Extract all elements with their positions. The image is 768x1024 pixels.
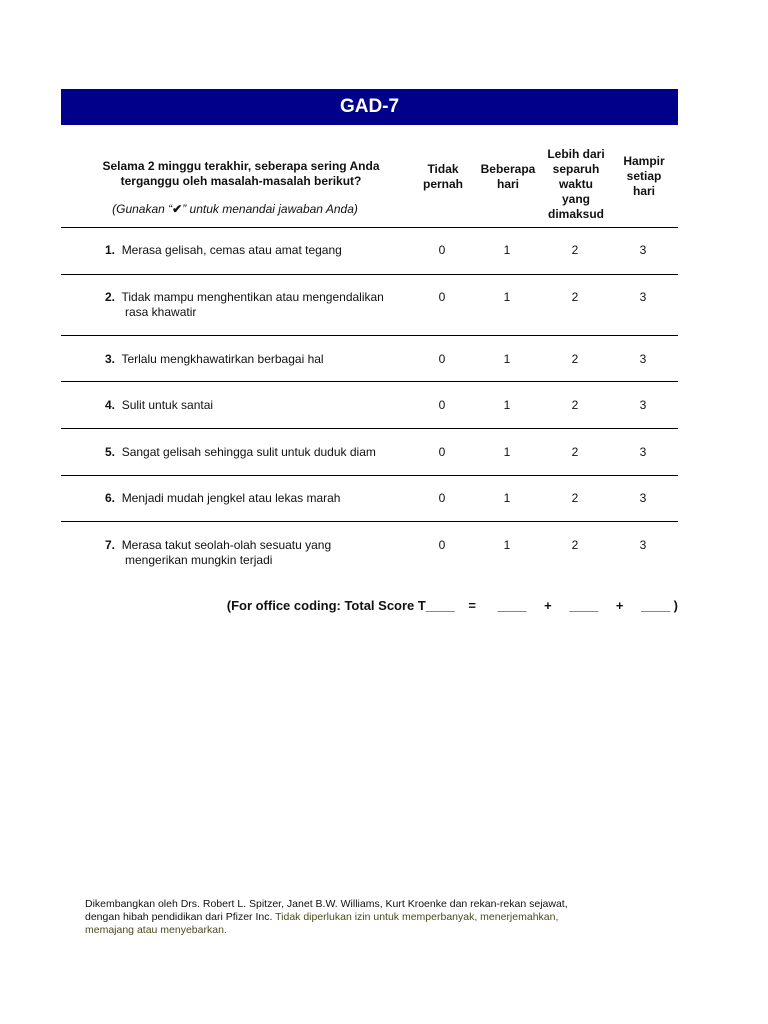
divider (61, 428, 678, 429)
footer-credit (85, 898, 575, 937)
column-header-line: Beberapa (480, 162, 536, 176)
header-instruction (85, 202, 385, 216)
question-item-6 (105, 491, 410, 506)
question-item-2 (105, 290, 410, 320)
question-number: 1. (105, 243, 116, 257)
score-option[interactable]: 3 (639, 243, 647, 257)
divider (61, 521, 678, 522)
instruction-suffix: ” untuk menandai jawaban Anda) (182, 202, 358, 216)
score-option[interactable]: 1 (503, 445, 511, 459)
score-option[interactable]: 3 (639, 352, 647, 366)
column-header-lebih-dari-separuh (540, 147, 612, 222)
column-header-line: hari (632, 184, 655, 198)
coding-equals: = (468, 598, 476, 613)
instruction-prefix: (Gunakan “ (112, 202, 173, 216)
score-option[interactable]: 1 (503, 290, 511, 304)
title-bar (61, 89, 678, 125)
score-option[interactable]: 0 (438, 538, 446, 552)
score-option[interactable]: 2 (571, 398, 579, 412)
divider (61, 475, 678, 476)
score-option[interactable]: 1 (503, 491, 511, 505)
column-header-line: hari (496, 177, 519, 191)
question-number: 6. (105, 491, 116, 505)
office-coding-line (200, 598, 678, 613)
score-option[interactable]: 0 (438, 243, 446, 257)
coding-blank[interactable]: ____ (569, 598, 599, 613)
question-number: 7. (105, 538, 116, 552)
column-header-line: separuh (552, 162, 600, 176)
question-text: Terlalu mengkhawatirkan berbagai hal (121, 352, 324, 366)
divider (61, 381, 678, 382)
check-mark-icon: ✔ (172, 202, 183, 216)
score-option[interactable]: 0 (438, 290, 446, 304)
score-option[interactable]: 2 (571, 538, 579, 552)
question-number: 3. (105, 352, 116, 366)
column-header-line: waktu (558, 177, 593, 191)
divider (61, 274, 678, 275)
question-item-4 (105, 398, 410, 413)
coding-blank[interactable]: ____ ) (641, 598, 678, 613)
score-option[interactable]: 1 (503, 538, 511, 552)
column-header-line: Hampir (623, 154, 665, 168)
column-header-line: dimaksud (547, 207, 604, 221)
question-item-1 (105, 243, 410, 258)
question-text-continued: mengerikan mungkin terjadi (125, 553, 273, 567)
question-text: Merasa gelisah, cemas atau amat tegang (121, 243, 342, 257)
question-number: 2. (105, 290, 116, 304)
coding-plus: + (544, 598, 552, 613)
column-header-line: Tidak (427, 162, 459, 176)
divider (61, 335, 678, 336)
question-item-7 (105, 538, 410, 568)
score-option[interactable]: 2 (571, 445, 579, 459)
score-option[interactable]: 3 (639, 445, 647, 459)
score-option[interactable]: 3 (639, 491, 647, 505)
score-option[interactable]: 2 (571, 352, 579, 366)
column-header-line: setiap (626, 169, 662, 183)
question-text: Tidak mampu menghentikan atau mengendalikan (121, 290, 384, 304)
column-header-tidak-pernah (418, 162, 468, 192)
column-header-beberapa-hari (476, 162, 540, 192)
score-option[interactable]: 3 (639, 538, 647, 552)
score-option[interactable]: 3 (639, 398, 647, 412)
coding-blank[interactable]: ____ (497, 598, 527, 613)
column-header-line: Lebih dari (547, 147, 605, 161)
score-option[interactable]: 3 (639, 290, 647, 304)
coding-label: (For office coding: Total Score T____ (226, 598, 455, 613)
column-header-line: pernah (422, 177, 463, 191)
footer-permission: Tidak diperlukan izin untuk memperbanyak, menerjemahkan, memajang atau menyebarkan. (85, 911, 559, 936)
score-option[interactable]: 2 (571, 491, 579, 505)
column-header-hampir-setiap-hari (615, 154, 673, 199)
question-text: Sulit untuk santai (121, 398, 214, 412)
header-question-line2: terganggu oleh masalah-masalah berikut? (120, 174, 362, 188)
question-number: 4. (105, 398, 116, 412)
header-question (85, 159, 397, 189)
score-option[interactable]: 0 (438, 445, 446, 459)
question-item-3 (105, 352, 410, 367)
score-option[interactable]: 1 (503, 352, 511, 366)
footer-text: Dikembangkan oleh Drs. Robert L. Spitzer, Janet B.W. Williams, Kurt Kroenke dan rekan-rekan sejawat, dengan hibah pendidikan dari Pfizer Inc. (85, 898, 568, 923)
score-option[interactable]: 0 (438, 491, 446, 505)
score-option[interactable]: 1 (503, 243, 511, 257)
divider (61, 227, 678, 228)
question-text: Sangat gelisah sehingga sulit untuk duduk diam (121, 445, 376, 459)
column-header-line: yang (561, 192, 590, 206)
question-text-continued: rasa khawatir (125, 305, 197, 319)
score-option[interactable]: 1 (503, 398, 511, 412)
coding-plus: + (615, 598, 624, 613)
score-option[interactable]: 2 (571, 243, 579, 257)
question-number: 5. (105, 445, 116, 459)
question-text: Menjadi mudah jengkel atau lekas marah (121, 491, 341, 505)
score-option[interactable]: 0 (438, 352, 446, 366)
form-title: GAD-7 (339, 96, 400, 117)
score-option[interactable]: 0 (438, 398, 446, 412)
header-question-line1: Selama 2 minggu terakhir, seberapa sering Anda (102, 159, 380, 173)
question-item-5 (105, 445, 410, 460)
score-option[interactable]: 2 (571, 290, 579, 304)
question-text: Merasa takut seolah-olah sesuatu yang (121, 538, 332, 552)
